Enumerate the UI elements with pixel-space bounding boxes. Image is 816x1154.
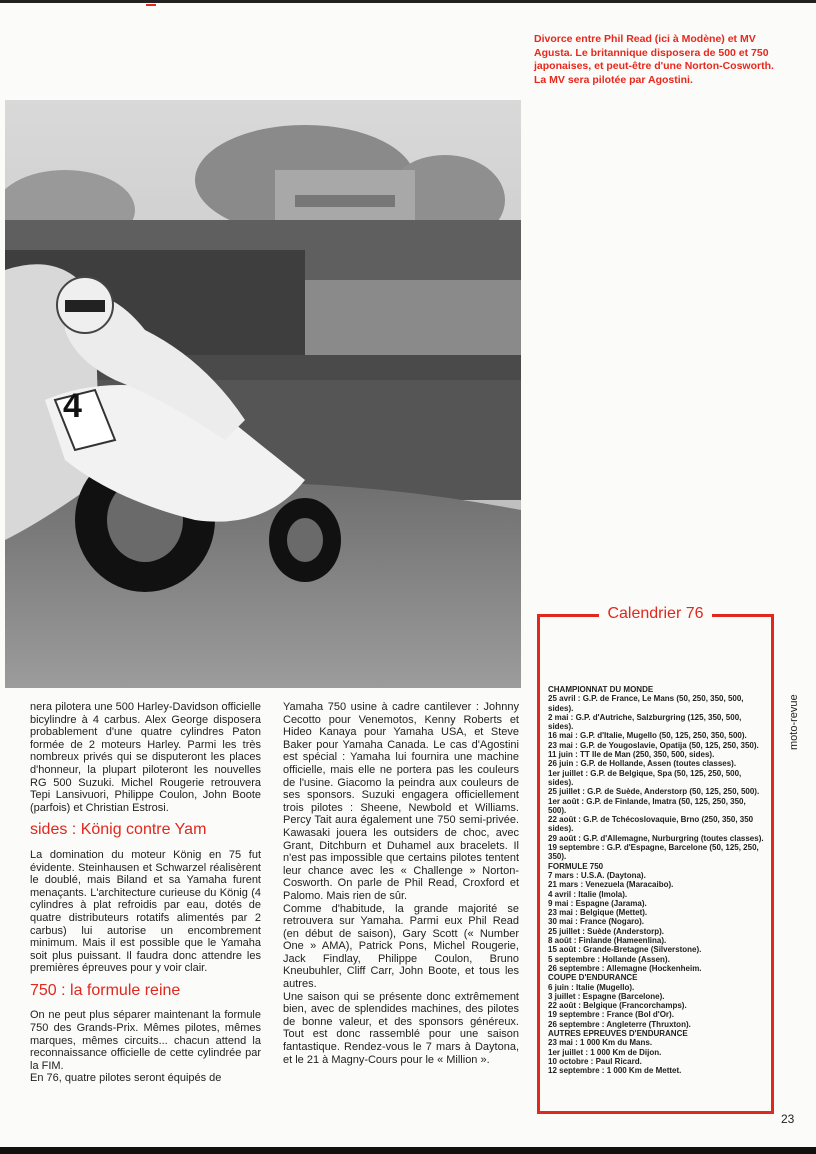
calendar-entry: 22 août : Belgique (Francorchamps). <box>548 1001 687 1011</box>
calendar-entry: 21 mars : Venezuela (Maracaibo). <box>548 880 674 890</box>
calendar-entry: 23 mai : 1 000 Km du Mans. <box>548 1038 653 1048</box>
sides-paragraph: La domination du moteur König en 75 fut évidente. Steinhausen et Schwarzel réalisèrent le doublé, mais Biland et sa Yamaha furent menaçants. L'architecture curieuse du König (4 cylindres à plat refroidis par eau, dotés de quatre distributeurs rotatifs alimentés par 2 carbus) lui autorise un encombrement minimum. Mais il est possible que le Yamaha soit plus puissant. Il faudra donc attendre les premières épreuves pour y voir clair. <box>30 848 261 975</box>
red-tick-mark <box>146 4 156 6</box>
calendar-entry: 26 juin : G.P. de Hollande, Assen (toutes classes). <box>548 759 737 769</box>
calendar-section-heading: COUPE D'ENDURANCE <box>548 973 638 983</box>
calendar-entry: 7 mars : U.S.A. (Daytona). <box>548 870 646 880</box>
calendar-entry: 15 août : Grande-Bretagne (Silverstone). <box>548 945 702 955</box>
bottom-rule <box>0 1147 816 1154</box>
calendar-entry: 1er juillet : G.P. de Belgique, Spa (50, 125, 250, 500, sides). <box>548 768 742 787</box>
calendar-entry: 1er juillet : 1 000 Km de Dijon. <box>548 1047 662 1057</box>
calendar-entry: 3 juillet : Espagne (Barcelone). <box>548 991 665 1001</box>
calendar-entry: 5 septembre : Hollande (Assen). <box>548 954 670 964</box>
calendar-entry: 23 mai : G.P. de Yougoslavie, Opatija (50, 125, 250, 350). <box>548 740 759 750</box>
calendar-entry: 12 septembre : 1 000 Km de Mettet. <box>548 1066 682 1076</box>
calendar-entry: 26 septembre : Angleterre (Thruxton). <box>548 1019 691 1029</box>
calendar-entry: 6 juin : Italie (Mugello). <box>548 982 635 992</box>
middle-column <box>283 701 519 1066</box>
calendar-entry: 19 septembre : France (Bol d'Or). <box>548 1010 674 1020</box>
calendar-title-wrap <box>540 605 771 623</box>
calendar-section-heading: FORMULE 750 <box>548 861 604 871</box>
left-column <box>30 701 261 1085</box>
middle-paragraph-3: Une saison qui se présente donc extrêmement bien, avec de splendides machines, des pilotes de bonne valeur, et des sponsors généreux. Tout est donc rassemblé pour une saison fantastique. Rendez-vous le 7 mars à Daytona, et le 21 à Magny-Cours pour le « Million ». <box>283 990 519 1066</box>
calendar-entry: 23 mai : Belgique (Mettet). <box>548 908 648 918</box>
race-photo-illustration <box>5 100 521 688</box>
calendar-entry: 16 mai : G.P. d'Italie, Mugello (50, 125, 250, 350, 500). <box>548 731 747 741</box>
calendar-entry: 2 mai : G.P. d'Autriche, Salzburgring (125, 350, 500, sides). <box>548 712 742 732</box>
left-intro-paragraph: nera pilotera une 500 Harley-Davidson officielle bicylindre à 4 carbus. Alex George disposera probablement d'une quatre cylindres Paton formée de 2 moteurs Harley. Parmi les très nombreux privés qui se disputeront les places d'honneur, la plupart piloteront les nouvelles RG 500 Suzuki. Michel Rougerie retrouvera Tepi Lansivuori, Philippe Coulon, John Boote (parfois) et Christian Estrosi. <box>30 701 261 814</box>
race-number: 4 <box>63 387 82 425</box>
heading-sides: sides : König contre Yam <box>30 821 207 839</box>
calendar-entry: 30 mai : France (Nogaro). <box>548 917 645 927</box>
calendar-title: Calendrier 76 <box>599 605 711 623</box>
calendar-list <box>548 685 766 1075</box>
calendar-entry: 25 juillet : Suède (Anderstorp). <box>548 926 665 936</box>
calendar-entry: 19 septembre : G.P. d'Espagne, Barcelone (50, 125, 250, 350). <box>548 843 759 862</box>
calendar-entry: 22 août : G.P. de Tchécoslovaquie, Brno (250, 350, 350 sides). <box>548 815 754 834</box>
calendar-entry: 29 août : G.P. d'Allemagne, Nurburgring (toutes classes). <box>548 833 764 843</box>
calendar-entry: 26 septembre : Allemagne (Hockenheim. <box>548 963 702 973</box>
f750-paragraph: On ne peut plus séparer maintenant la formule 750 des Grands-Prix. Mêmes pilotes, mêmes marques, mêmes circuits... chacun attend la reconnaissance officielle de cette cylindrée par la FIM. <box>30 1009 261 1072</box>
middle-paragraph-2: Comme d'habitude, la grande majorité se retrouvera sur Yamaha. Parmi eux Phil Read (en début de saison), Gary Scott (« Number One » AMA), Patrick Pons, Michel Rougerie, Jack Findlay, Philippe Coulon, Bruno Kneubuhler, Cliff Carr, John Boote, et tous les autres. <box>283 902 519 991</box>
calendar-entry: 10 octobre : Paul Ricard. <box>548 1056 642 1066</box>
calendar-entry: 1er août : G.P. de Finlande, Imatra (50, 125, 250, 350, 500). <box>548 796 746 815</box>
page-number: 23 <box>781 1112 795 1126</box>
top-rule <box>0 0 816 3</box>
magazine-name: moto-revue <box>788 694 800 750</box>
photo-caption: Divorce entre Phil Read (ici à Modène) et MV Agusta. Le britannique disposera de 500 et 750 japonaises, et peut-être d'une Norton-Cosworth. La MV sera pilotée par Agostini. <box>534 33 774 86</box>
calendar-entry: 11 juin : TT Ile de Man (250, 350, 500, sides). <box>548 750 715 760</box>
heading-750: 750 : la formule reine <box>30 981 181 999</box>
middle-paragraph-1: Yamaha 750 usine à cadre cantilever : Johnny Cecotto pour Venemotos, Kenny Roberts et Hideo Kanaya pour Yamaha USA, et Steve Baker pour Yamaha Canada. Le cas d'Agostini est spécial : Yamaha lui fournira une machine officielle, mais elle ne portera pas les couleurs de l'usine. Giacomo la peindra aux couleurs de ses sponsors. Suzuki engagera officiellement trois pilotes : Sheene, Newbold et Williams. Percy Tait aura également une 750 semi-privée. Kawasaki jouera les outsiders de choc, avec Grant, Ditchburn et Duhamel aux bracelets. Il n'est pas impossible que certains pilotes tentent leur chance avec les « Challenge » Norton-Cosworth. On parle de Phil Read, Croxford et Palomo. Mais rien de sûr. <box>283 701 519 902</box>
calendar-entry: 25 avril : G.P. de France, Le Mans (50, 250, 350, 500, sides). <box>548 694 744 713</box>
calendar-section-heading: AUTRES EPREUVES D'ENDURANCE <box>548 1028 688 1038</box>
calendar-entry: 4 avril : Italie (Imola). <box>548 889 628 899</box>
calendar-entry: 25 juillet : G.P. de Suède, Anderstorp (50, 125, 250, 500). <box>548 787 760 797</box>
race-photo <box>5 100 521 688</box>
calendar-entry: 8 août : Finlande (Hameenlina). <box>548 936 667 946</box>
calendar-entry: 9 mai : Espagne (Jarama). <box>548 898 647 908</box>
calendar-section-heading: CHAMPIONNAT DU MONDE <box>548 685 654 694</box>
f750-paragraph-2: En 76, quatre pilotes seront équipés de <box>30 1072 222 1085</box>
